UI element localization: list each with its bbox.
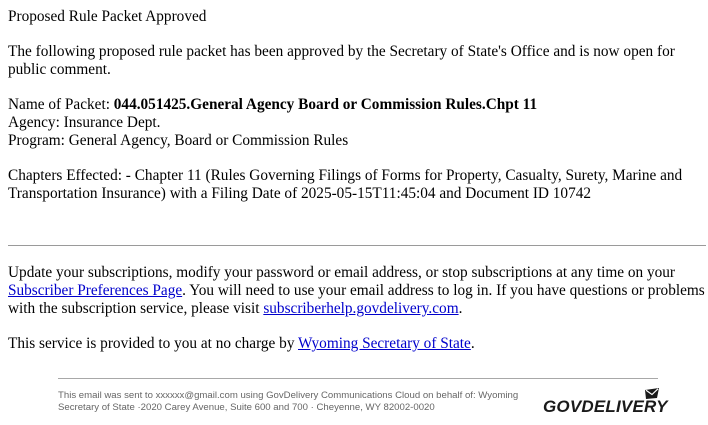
subscriber-preferences-link[interactable]: Subscriber Preferences Page bbox=[8, 282, 183, 299]
service-paragraph bbox=[8, 335, 706, 353]
subscriber-help-link[interactable]: subscriberhelp.govdelivery.com bbox=[263, 300, 459, 317]
subscription-text-start: Update your subscriptions, modify your password or email address, or stop subscriptions at any time on your bbox=[8, 264, 676, 281]
subscription-paragraph bbox=[8, 264, 708, 318]
agency-line: Agency: Insurance Dept. bbox=[8, 114, 161, 131]
subscription-text-end: . bbox=[458, 300, 463, 317]
service-text-end: . bbox=[470, 335, 475, 352]
packet-name-value: 044.051425.General Agency Board or Commission Rules.Chpt 11 bbox=[113, 96, 538, 113]
packet-details bbox=[8, 96, 706, 150]
subscription-text-middle: . You will need to use your email address to log in. If you have questions or problems with the subscription service, please visit bbox=[8, 282, 705, 317]
footer-line-2: Secretary of State ·2020 Carey Avenue, Suite 600 and 700 · Cheyenne, WY 82002-0020 bbox=[58, 401, 435, 413]
chapters-paragraph: Chapters Effected: - Chapter 11 (Rules Governing Filings of Forms for Property, Casualty, Surety, Marine and Transportation Insurance) with a Filing Date of 2025-05-15T11:45:04 and Document ID 10742 bbox=[8, 167, 683, 202]
packet-name-line bbox=[8, 96, 706, 114]
service-text-start: This service is provided to you at no charge by bbox=[8, 335, 299, 352]
email-body bbox=[8, 8, 706, 203]
footer-line-1: This email was sent to xxxxxx@gmail.com using GovDelivery Communications Cloud on behalf of: Wyoming bbox=[58, 390, 519, 401]
footer-divider bbox=[58, 378, 658, 379]
footer-notice bbox=[58, 390, 538, 413]
intro-paragraph: The following proposed rule packet has been approved by the Secretary of State's Office and is now open for public comment. bbox=[8, 43, 675, 78]
section-divider bbox=[8, 245, 706, 246]
packet-name-label: Name of Packet: bbox=[8, 96, 114, 113]
program-line: Program: General Agency, Board or Commission Rules bbox=[8, 132, 349, 149]
logo-wordmark: GOVDELIVERY bbox=[543, 397, 668, 416]
wyoming-sos-link[interactable]: Wyoming Secretary of State bbox=[298, 335, 471, 352]
email-title: Proposed Rule Packet Approved bbox=[8, 8, 207, 25]
govdelivery-logo[interactable] bbox=[543, 388, 668, 418]
